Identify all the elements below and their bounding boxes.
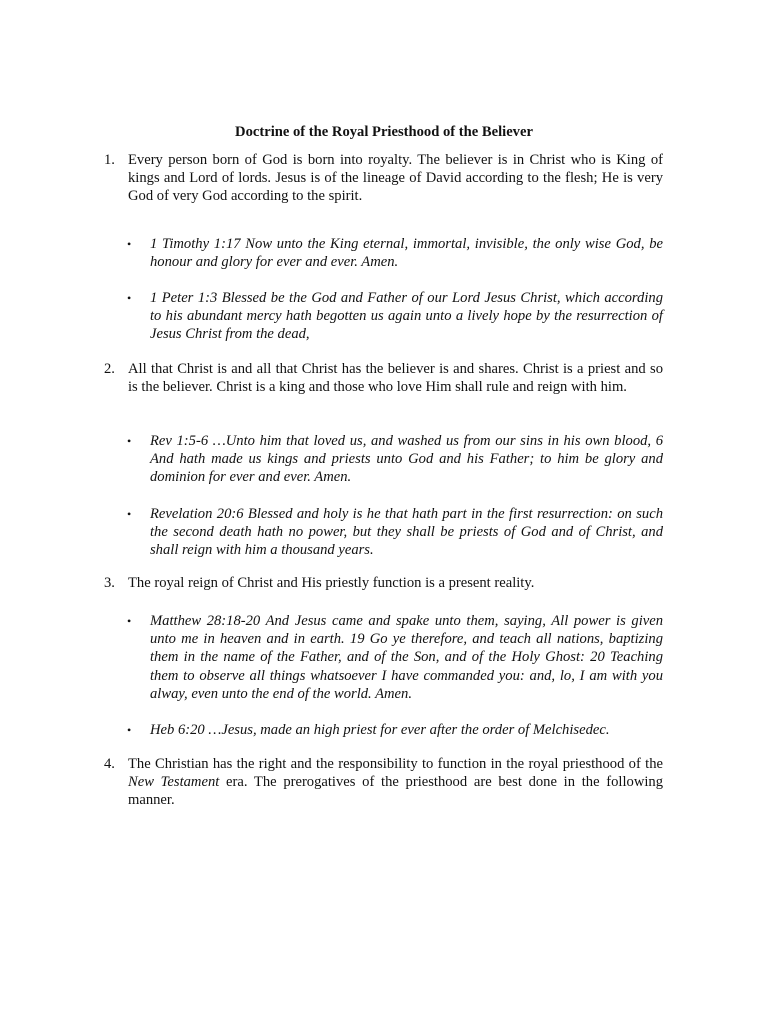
- item-text: [128, 755, 663, 810]
- item-number: 3.: [104, 575, 115, 591]
- item-text-part: The Christian has the right and the responsibility to function in the royal priesthood of the: [128, 756, 663, 772]
- item-text: Every person born of God is born into royalty. The believer is in Christ who is King of kings and Lord of lords. Jesus is of the lineage of David according to the flesh; He is very God of very God according to the spirit.: [128, 152, 663, 205]
- bullet-text: Revelation 20:6 Blessed and holy is he that hath part in the first resurrection: on such the second death hath no power, but they shall be priests of God and of Christ, and shall reign with him a thousand years.: [150, 506, 663, 559]
- item-number: 2.: [104, 361, 115, 377]
- item-number: 4.: [104, 756, 115, 772]
- bullet-text: 1 Peter 1:3 Blessed be the God and Father of our Lord Jesus Christ, which according to his abundant mercy hath begotten us again unto a lively hope by the resurrection of Jesus Christ from the dead,: [150, 290, 663, 343]
- item-text: The royal reign of Christ and His priestly function is a present reality.: [128, 575, 535, 591]
- bullet-text: Matthew 28:18-20 And Jesus came and spake unto them, saying, All power is given unto me in heaven and in earth. 19 Go ye therefore, and teach all nations, baptizing them in the name of the Father, and of the Son, and of the Holy Ghost: 20 Teaching them to observe all things whatsoever I have commanded you: and, lo, I am with you alway, even unto the end of the world. Amen.: [150, 613, 663, 702]
- item-text: All that Christ is and all that Christ has the believer is and shares. Christ is a priest and so is the believer. Christ is a king and those who love Him shall rule and reign with him.: [128, 361, 663, 396]
- scripture-bullet-2-1: [127, 432, 663, 487]
- item-text-italic: New Testament: [128, 774, 220, 791]
- numbered-item-4: [104, 755, 663, 810]
- bullet-text: Rev 1:5-6 …Unto him that loved us, and washed us from our sins in his own blood, 6 And hath made us kings and priests unto God and his Father; to him be glory and dominion for ever and ever. Amen.: [150, 433, 663, 486]
- bullet-dot: •: [127, 237, 132, 251]
- item-text-part: era. The prerogatives of the priesthood are best done in the following manner.: [128, 774, 664, 809]
- item-number: 1.: [104, 152, 115, 168]
- numbered-item-2: [104, 360, 663, 396]
- bullet-dot: •: [127, 434, 132, 448]
- bullet-dot: •: [127, 614, 132, 628]
- scripture-bullet-1-2: [127, 289, 663, 344]
- bullet-text: 1 Timothy 1:17 Now unto the King eternal, immortal, invisible, the only wise God, be honour and glory for ever and ever. Amen.: [150, 236, 663, 271]
- numbered-item-1: [104, 151, 663, 206]
- scripture-bullet-1-1: [127, 235, 663, 271]
- scripture-bullet-2-2: [127, 505, 663, 560]
- scripture-bullet-3-2: [127, 721, 663, 739]
- bullet-text: Heb 6:20 …Jesus, made an high priest for ever after the order of Melchisedec.: [150, 722, 610, 738]
- bullet-dot: •: [127, 723, 132, 737]
- scripture-bullet-3-1: [127, 612, 663, 703]
- bullet-dot: •: [127, 507, 132, 521]
- bullet-dot: •: [127, 291, 132, 305]
- document-title: Doctrine of the Royal Priesthood of the Believer: [235, 124, 533, 140]
- numbered-item-3: [104, 574, 663, 592]
